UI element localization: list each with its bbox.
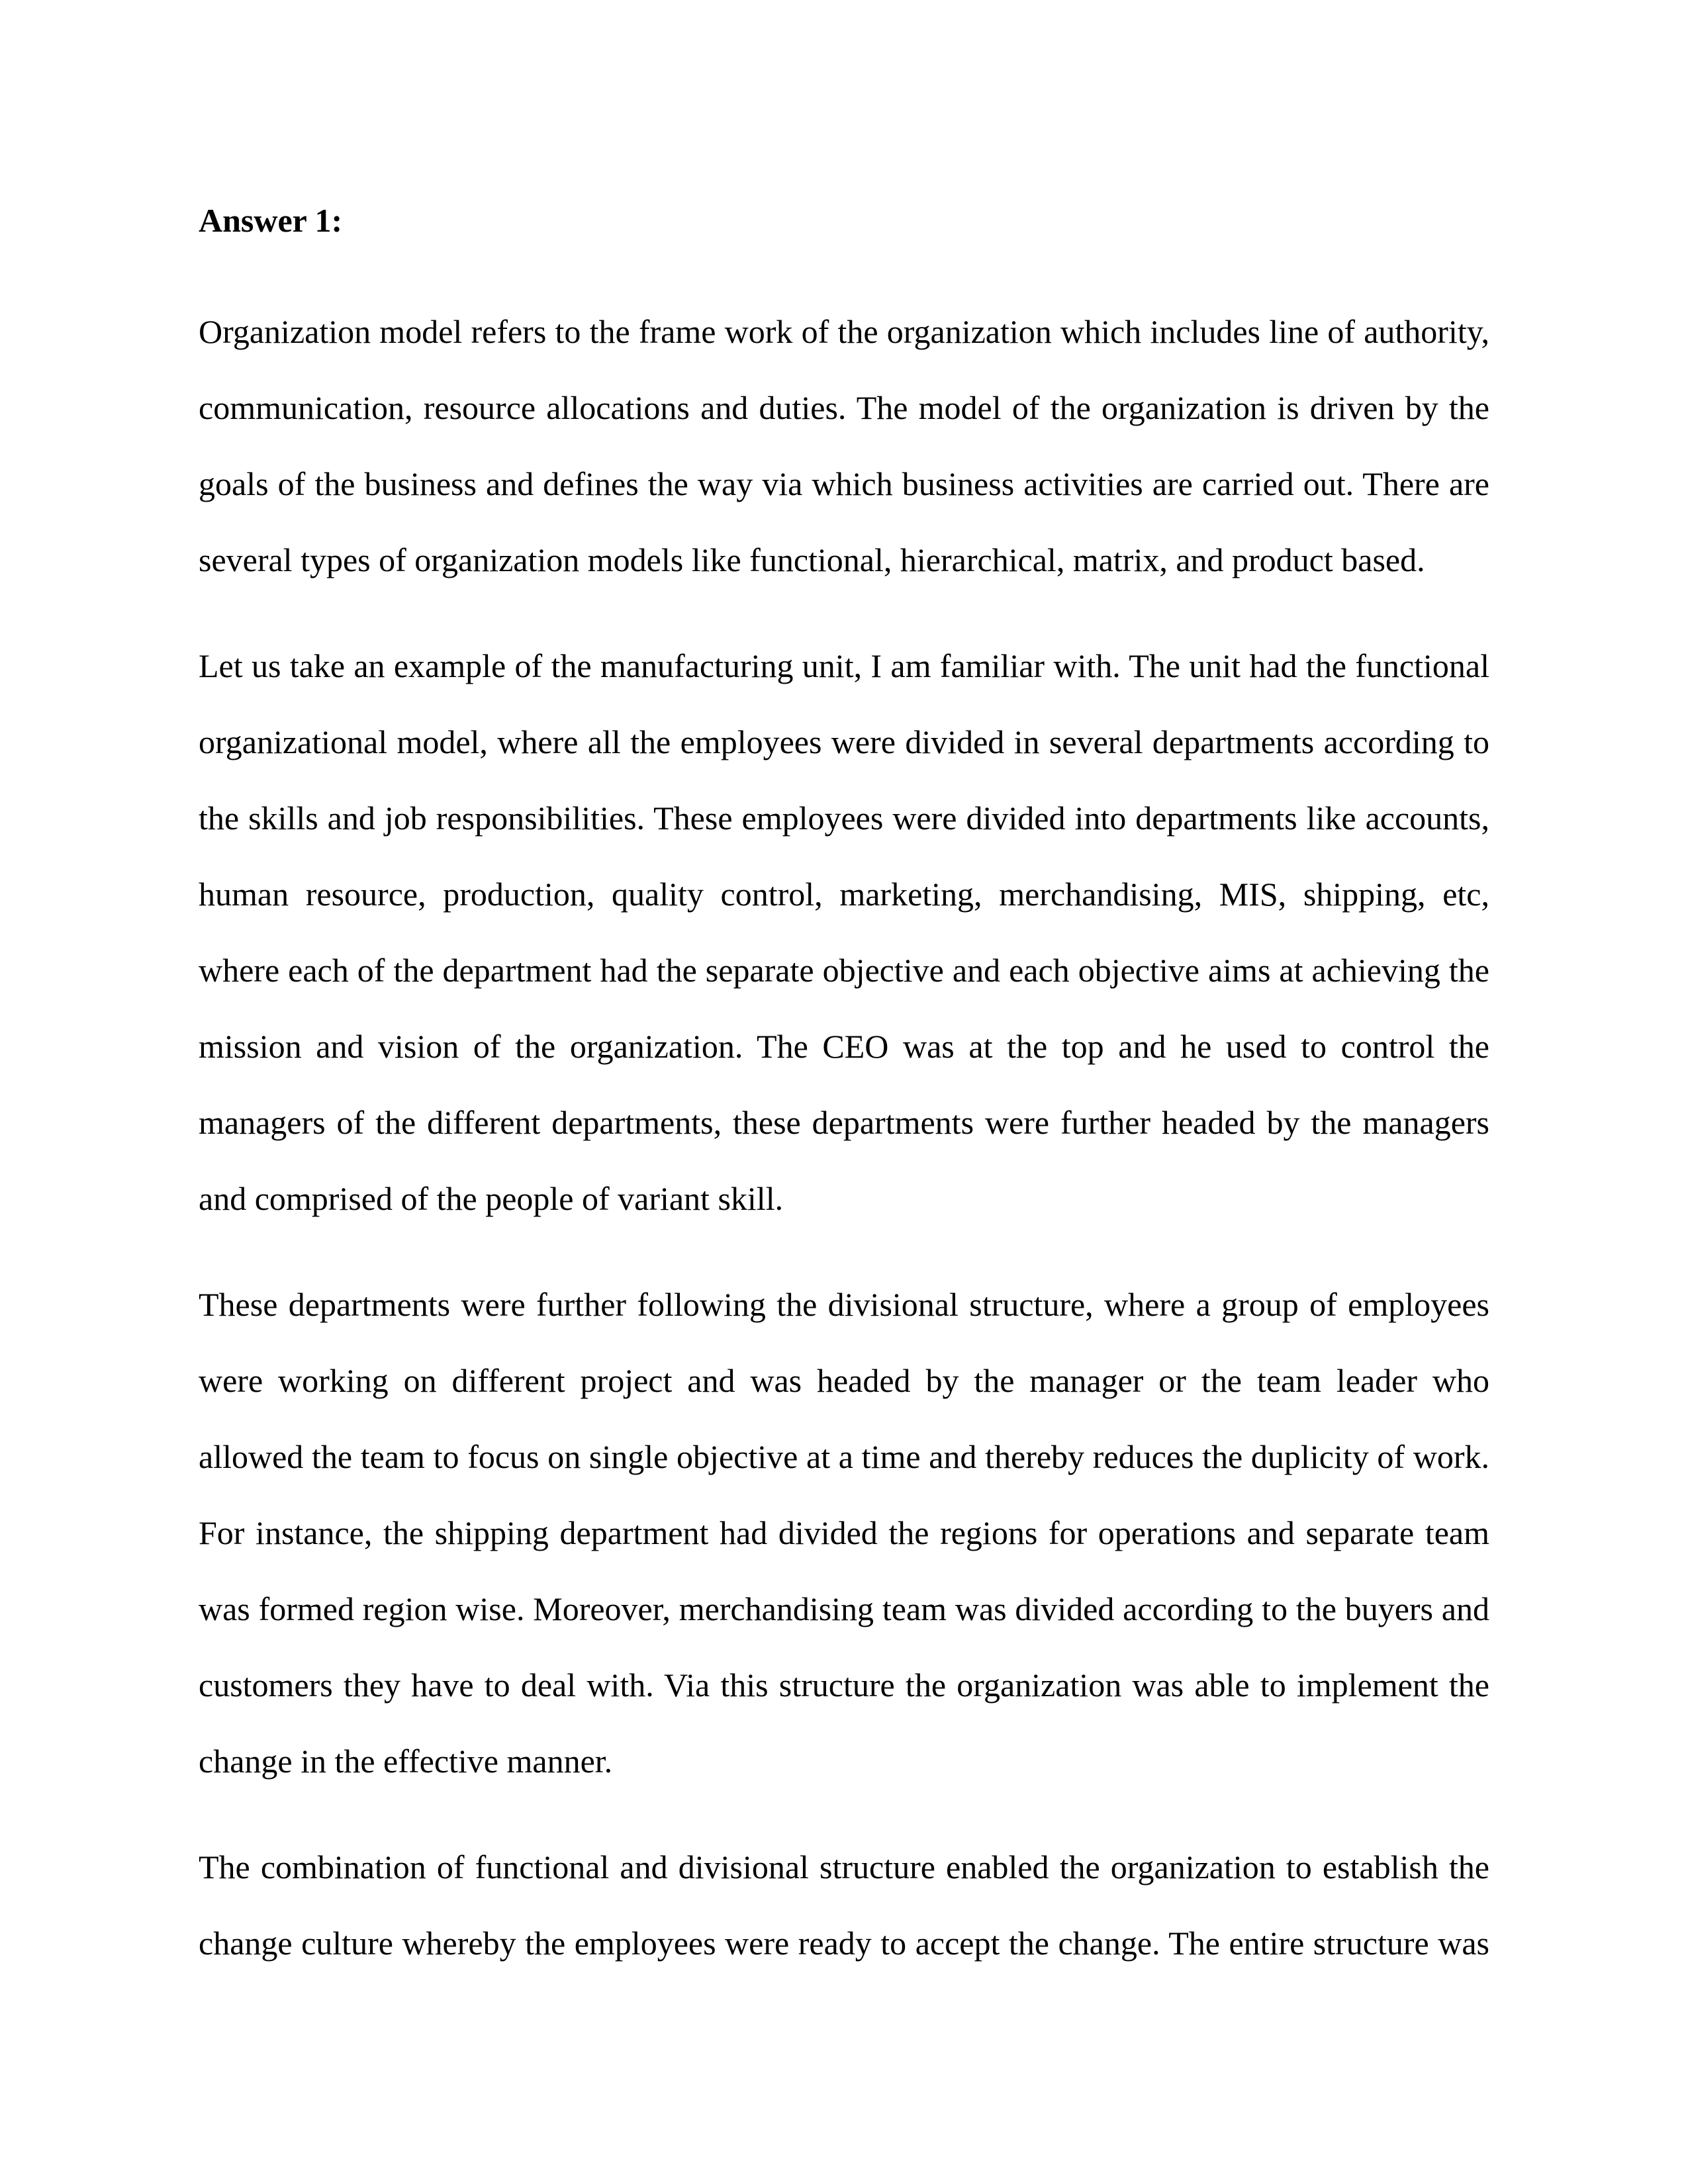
document-body [199,196,1489,2011]
text-line: Let us take an example of the manufacturing unit, I am familiar with. The unit had the functional [199,647,1489,684]
text-line: organizational model, where all the employees were divided in several departments according to [199,723,1489,760]
paragraph-2 [199,628,1489,1237]
text-line: For instance, the shipping department had divided the regions for operations and separate team [199,1514,1489,1551]
text-line: Organization model refers to the frame work of the organization which includes line of authority, [199,313,1489,350]
paragraph-4 [199,1829,1489,1981]
paragraph-1 [199,294,1489,598]
text-line: was formed region wise. Moreover, merchandising team was divided according to the buyers and [199,1590,1489,1627]
text-line: the skills and job responsibilities. These employees were divided into departments like accounts, [199,799,1489,837]
text-line: The combination of functional and divisional structure enabled the organization to establish the [199,1848,1489,1886]
text-line: were working on different project and was headed by the manager or the team leader who [199,1362,1489,1399]
text-line: several types of organization models like functional, hierarchical, matrix, and product based. [199,541,1425,578]
text-line: mission and vision of the organization. The CEO was at the top and he used to control the [199,1028,1489,1065]
text-line: and comprised of the people of variant skill. [199,1180,784,1217]
text-line: communication, resource allocations and duties. The model of the organization is driven by the [199,389,1489,426]
text-line: goals of the business and defines the way via which business activities are carried out. There are [199,465,1489,502]
text-line: change in the effective manner. [199,1743,613,1780]
text-line: customers they have to deal with. Via this structure the organization was able to implement the [199,1666,1489,1704]
text-line: change culture whereby the employees were ready to accept the change. The entire structure was [199,1925,1489,1962]
text-line: allowed the team to focus on single objective at a time and thereby reduces the duplicity of work. [199,1438,1489,1475]
text-line: These departments were further following the divisional structure, where a group of employees [199,1286,1489,1323]
text-line: where each of the department had the separate objective and each objective aims at achieving the [199,952,1489,989]
text-line: managers of the different departments, these departments were further headed by the managers [199,1104,1489,1141]
answer-heading: Answer 1: [199,202,343,239]
text-line: human resource, production, quality control, marketing, merchandising, MIS, shipping, etc, [199,876,1489,913]
paragraph-3 [199,1267,1489,1799]
